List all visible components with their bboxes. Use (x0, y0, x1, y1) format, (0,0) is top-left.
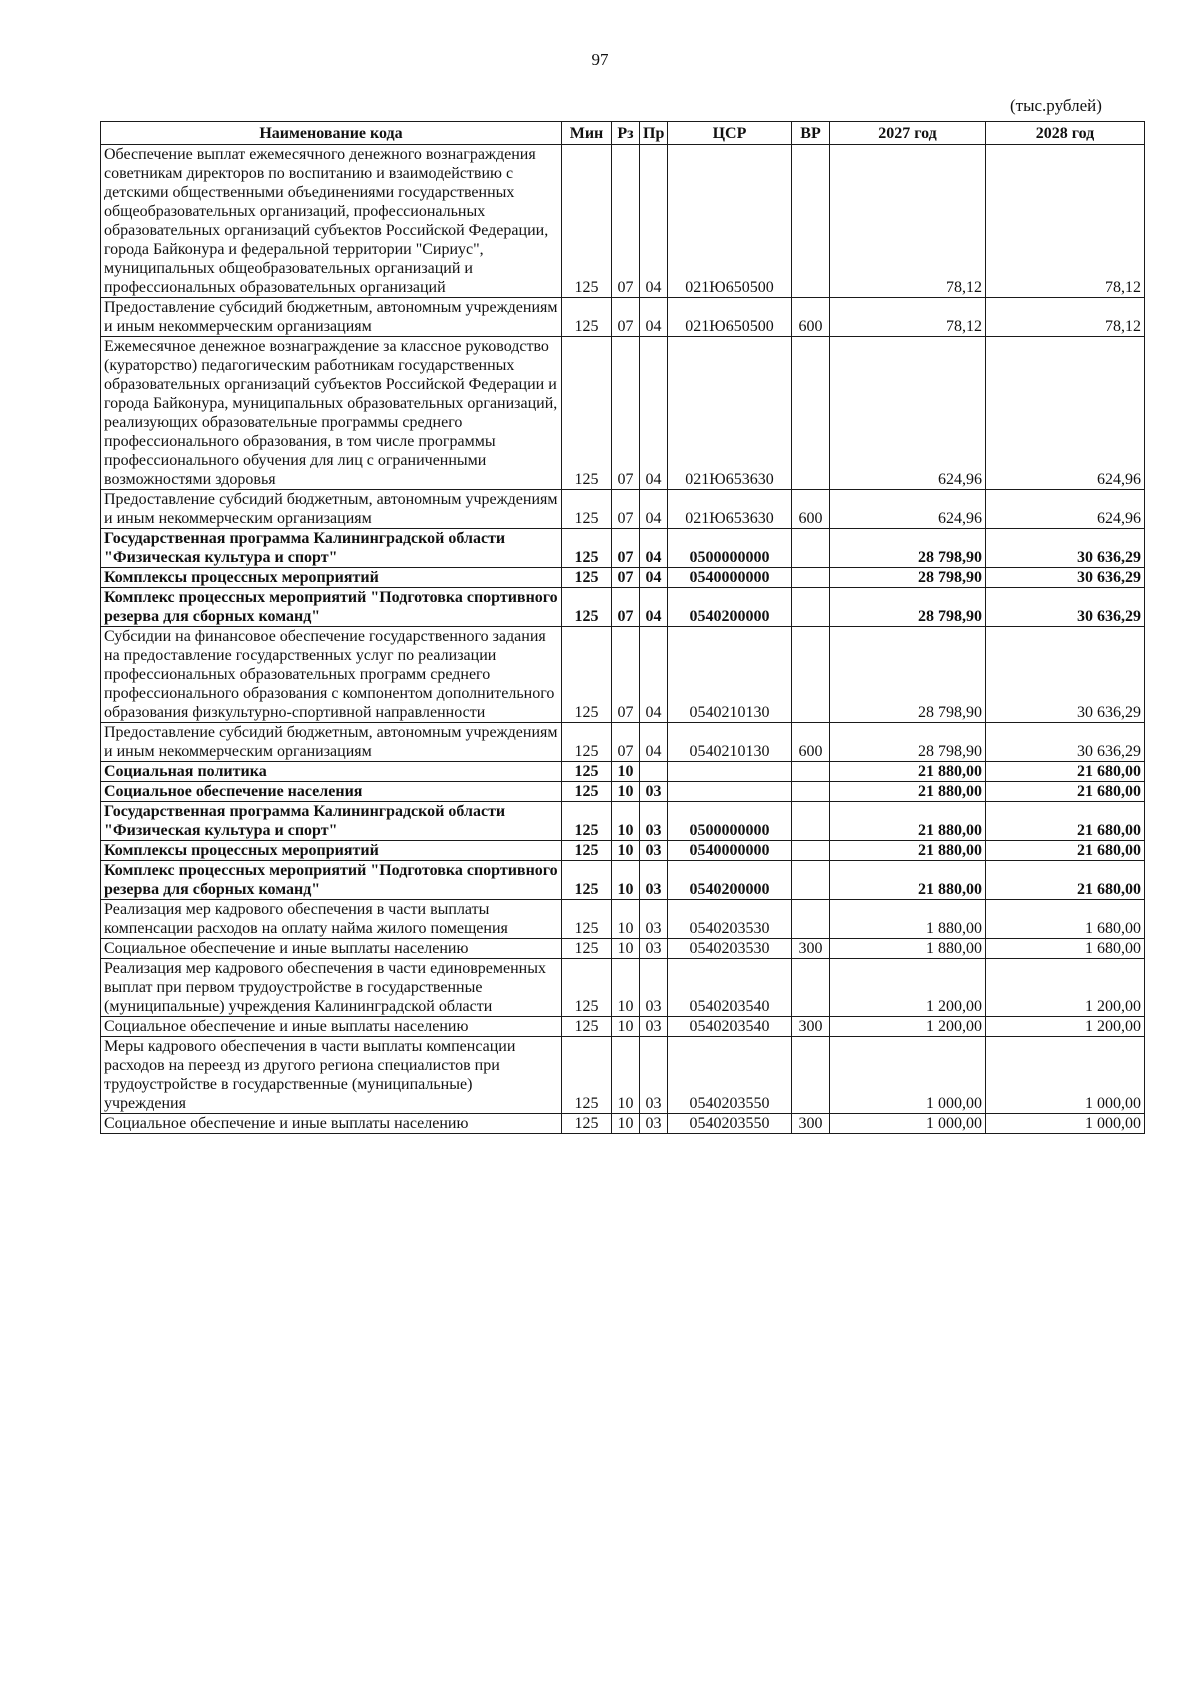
cell-vr (792, 337, 830, 490)
cell-name: Реализация мер кадрового обеспечения в части выплаты компенсации расходов на оплату найма жилого помещения (101, 900, 562, 939)
cell-pr: 03 (640, 1037, 668, 1114)
cell-rz: 07 (612, 145, 640, 298)
cell-name: Социальное обеспечение и иные выплаты населению (101, 1114, 562, 1134)
cell-csr: 0540000000 (668, 568, 792, 588)
cell-name: Социальное обеспечение и иные выплаты населению (101, 939, 562, 959)
cell-name: Предоставление субсидий бюджетным, автономным учреждениям и иным некоммерческим организациям (101, 723, 562, 762)
cell-csr: 0540203550 (668, 1037, 792, 1114)
cell-csr: 021Ю650500 (668, 298, 792, 337)
table-row (101, 568, 1145, 588)
cell-name: Социальное обеспечение и иные выплаты населению (101, 1017, 562, 1037)
cell-name: Субсидии на финансовое обеспечение государственного задания на предоставление государственных услуг по реализации профессиональных образовательных программ среднего профессионального образования с компонентом дополнительного образования физкультурно-спортивной направленности (101, 627, 562, 723)
cell-name: Ежемесячное денежное вознаграждение за классное руководство (кураторство) педагогическим работникам государственных образовательных организаций субъектов Российской Федерации и города Байконура, муниципальных образовательных организаций, реализующих образовательные программы среднего профессионального образования, в том числе программы профессионального обучения для лиц с ограниченными возможностями здоровья (101, 337, 562, 490)
cell-2027: 78,12 (830, 298, 986, 337)
header-vr: ВР (792, 122, 830, 145)
cell-rz: 10 (612, 939, 640, 959)
cell-csr: 0540210130 (668, 723, 792, 762)
header-rz: Рз (612, 122, 640, 145)
header-pr: Пр (640, 122, 668, 145)
cell-min: 125 (562, 762, 612, 782)
cell-rz: 07 (612, 337, 640, 490)
cell-2027: 28 798,90 (830, 723, 986, 762)
cell-csr: 0540210130 (668, 627, 792, 723)
cell-min: 125 (562, 900, 612, 939)
cell-2028: 1 000,00 (986, 1114, 1145, 1134)
cell-rz: 07 (612, 298, 640, 337)
budget-table (100, 121, 1145, 1134)
cell-2027: 21 880,00 (830, 782, 986, 802)
cell-min: 125 (562, 1017, 612, 1037)
cell-2027: 78,12 (830, 145, 986, 298)
cell-vr (792, 627, 830, 723)
cell-vr (792, 1037, 830, 1114)
header-name: Наименование кода (101, 122, 562, 145)
cell-vr (792, 959, 830, 1017)
cell-2027: 1 000,00 (830, 1114, 986, 1134)
units-label: (тыс.рублей) (1010, 96, 1102, 115)
cell-pr: 03 (640, 782, 668, 802)
cell-min: 125 (562, 529, 612, 568)
table-row (101, 723, 1145, 762)
cell-2027: 28 798,90 (830, 529, 986, 568)
cell-2027: 1 200,00 (830, 959, 986, 1017)
cell-min: 125 (562, 490, 612, 529)
cell-vr: 600 (792, 298, 830, 337)
cell-csr: 021Ю653630 (668, 490, 792, 529)
cell-2027: 21 880,00 (830, 841, 986, 861)
cell-csr: 0500000000 (668, 802, 792, 841)
cell-pr: 04 (640, 588, 668, 627)
page-number: 97 (591, 50, 609, 69)
table-row (101, 939, 1145, 959)
cell-min: 125 (562, 1037, 612, 1114)
cell-pr: 04 (640, 337, 668, 490)
cell-vr: 300 (792, 1114, 830, 1134)
cell-rz: 07 (612, 588, 640, 627)
cell-pr: 04 (640, 298, 668, 337)
cell-pr: 04 (640, 627, 668, 723)
cell-min: 125 (562, 145, 612, 298)
cell-csr: 0540203530 (668, 900, 792, 939)
cell-pr: 03 (640, 939, 668, 959)
cell-rz: 10 (612, 802, 640, 841)
cell-name: Реализация мер кадрового обеспечения в части единовременных выплат при первом трудоустройстве в государственные (муниципальные) учреждения Калининградской области (101, 959, 562, 1017)
cell-2027: 1 000,00 (830, 1037, 986, 1114)
cell-vr (792, 588, 830, 627)
header-2028: 2028 год (986, 122, 1145, 145)
cell-vr (792, 529, 830, 568)
cell-pr: 03 (640, 802, 668, 841)
cell-name: Комплекс процессных мероприятий "Подготовка спортивного резерва для сборных команд" (101, 588, 562, 627)
header-min: Мин (562, 122, 612, 145)
table-row (101, 1037, 1145, 1114)
cell-rz: 10 (612, 959, 640, 1017)
cell-2027: 21 880,00 (830, 762, 986, 782)
cell-name: Предоставление субсидий бюджетным, автономным учреждениям и иным некоммерческим организациям (101, 298, 562, 337)
cell-2028: 1 200,00 (986, 959, 1145, 1017)
cell-2028: 30 636,29 (986, 568, 1145, 588)
cell-vr (792, 802, 830, 841)
header-2027: 2027 год (830, 122, 986, 145)
cell-2027: 28 798,90 (830, 568, 986, 588)
cell-csr: 0540203530 (668, 939, 792, 959)
cell-vr (792, 841, 830, 861)
cell-pr: 03 (640, 1017, 668, 1037)
cell-rz: 10 (612, 1114, 640, 1134)
cell-csr: 0540203540 (668, 959, 792, 1017)
cell-2028: 21 680,00 (986, 841, 1145, 861)
cell-pr: 04 (640, 529, 668, 568)
cell-name: Предоставление субсидий бюджетным, автономным учреждениям и иным некоммерческим организациям (101, 490, 562, 529)
cell-vr (792, 568, 830, 588)
cell-vr: 300 (792, 939, 830, 959)
cell-min: 125 (562, 588, 612, 627)
cell-min: 125 (562, 939, 612, 959)
cell-2027: 28 798,90 (830, 627, 986, 723)
table-body (101, 145, 1145, 1134)
table-row (101, 841, 1145, 861)
cell-pr: 03 (640, 861, 668, 900)
cell-vr (792, 762, 830, 782)
cell-2028: 30 636,29 (986, 723, 1145, 762)
cell-vr: 300 (792, 1017, 830, 1037)
cell-csr: 0540200000 (668, 861, 792, 900)
cell-pr: 04 (640, 568, 668, 588)
table-row (101, 782, 1145, 802)
cell-rz: 07 (612, 490, 640, 529)
cell-2027: 1 880,00 (830, 939, 986, 959)
cell-name: Меры кадрового обеспечения в части выплаты компенсации расходов на переезд из другого региона специалистов при трудоустройстве в государственные (муниципальные) учреждения (101, 1037, 562, 1114)
cell-rz: 07 (612, 568, 640, 588)
cell-2028: 624,96 (986, 490, 1145, 529)
table-row (101, 1017, 1145, 1037)
cell-min: 125 (562, 782, 612, 802)
cell-pr: 03 (640, 900, 668, 939)
table-header-row (101, 122, 1145, 145)
cell-min: 125 (562, 627, 612, 723)
cell-2027: 21 880,00 (830, 861, 986, 900)
table-row (101, 298, 1145, 337)
cell-rz: 10 (612, 900, 640, 939)
cell-vr (792, 900, 830, 939)
cell-vr (792, 782, 830, 802)
cell-vr: 600 (792, 723, 830, 762)
cell-2028: 1 680,00 (986, 900, 1145, 939)
cell-min: 125 (562, 568, 612, 588)
cell-2027: 1 200,00 (830, 1017, 986, 1037)
cell-2027: 28 798,90 (830, 588, 986, 627)
cell-pr: 04 (640, 145, 668, 298)
cell-csr: 0540000000 (668, 841, 792, 861)
table-row (101, 529, 1145, 568)
table-row (101, 762, 1145, 782)
cell-rz: 07 (612, 723, 640, 762)
cell-rz: 10 (612, 782, 640, 802)
cell-rz: 07 (612, 529, 640, 568)
table-row (101, 802, 1145, 841)
cell-pr: 03 (640, 959, 668, 1017)
cell-2027: 1 880,00 (830, 900, 986, 939)
table-row (101, 337, 1145, 490)
cell-min: 125 (562, 861, 612, 900)
cell-csr (668, 762, 792, 782)
cell-2027: 21 880,00 (830, 802, 986, 841)
cell-2027: 624,96 (830, 337, 986, 490)
cell-rz: 07 (612, 627, 640, 723)
table-row (101, 627, 1145, 723)
cell-2028: 21 680,00 (986, 802, 1145, 841)
cell-csr: 021Ю650500 (668, 145, 792, 298)
cell-vr: 600 (792, 490, 830, 529)
cell-min: 125 (562, 337, 612, 490)
cell-name: Обеспечение выплат ежемесячного денежного вознаграждения советникам директоров по воспитанию и взаимодействию с детскими общественными объединениями государственных общеобразовательных организаций, профессиональных образовательных организаций субъектов Российской Федерации, города Байконура и федеральной территории "Сириус", муниципальных общеобразовательных организаций и профессиональных образовательных организаций (101, 145, 562, 298)
cell-name: Социальная политика (101, 762, 562, 782)
cell-rz: 10 (612, 841, 640, 861)
cell-name: Государственная программа Калининградской области "Физическая культура и спорт" (101, 802, 562, 841)
cell-pr (640, 762, 668, 782)
cell-rz: 10 (612, 861, 640, 900)
cell-min: 125 (562, 1114, 612, 1134)
cell-rz: 10 (612, 762, 640, 782)
cell-csr: 0540200000 (668, 588, 792, 627)
cell-2028: 78,12 (986, 145, 1145, 298)
table-row (101, 490, 1145, 529)
cell-csr (668, 782, 792, 802)
cell-2028: 30 636,29 (986, 588, 1145, 627)
table-row (101, 1114, 1145, 1134)
table-row (101, 959, 1145, 1017)
cell-2028: 1 680,00 (986, 939, 1145, 959)
cell-csr: 0540203540 (668, 1017, 792, 1037)
cell-2028: 1 000,00 (986, 1037, 1145, 1114)
cell-2028: 78,12 (986, 298, 1145, 337)
header-csr: ЦСР (668, 122, 792, 145)
cell-vr (792, 861, 830, 900)
table-row (101, 145, 1145, 298)
cell-pr: 04 (640, 723, 668, 762)
cell-pr: 03 (640, 1114, 668, 1134)
cell-min: 125 (562, 723, 612, 762)
cell-vr (792, 145, 830, 298)
cell-2028: 21 680,00 (986, 762, 1145, 782)
table-row (101, 588, 1145, 627)
cell-pr: 04 (640, 490, 668, 529)
cell-pr: 03 (640, 841, 668, 861)
table-row (101, 861, 1145, 900)
cell-2028: 30 636,29 (986, 529, 1145, 568)
cell-min: 125 (562, 959, 612, 1017)
cell-rz: 10 (612, 1017, 640, 1037)
cell-2028: 21 680,00 (986, 861, 1145, 900)
cell-2028: 21 680,00 (986, 782, 1145, 802)
cell-min: 125 (562, 802, 612, 841)
cell-csr: 021Ю653630 (668, 337, 792, 490)
cell-name: Социальное обеспечение населения (101, 782, 562, 802)
cell-2028: 624,96 (986, 337, 1145, 490)
cell-name: Комплекс процессных мероприятий "Подготовка спортивного резерва для сборных команд" (101, 861, 562, 900)
cell-2028: 30 636,29 (986, 627, 1145, 723)
cell-csr: 0540203550 (668, 1114, 792, 1134)
cell-name: Государственная программа Калининградской области "Физическая культура и спорт" (101, 529, 562, 568)
cell-2027: 624,96 (830, 490, 986, 529)
cell-rz: 10 (612, 1037, 640, 1114)
cell-name: Комплексы процессных мероприятий (101, 841, 562, 861)
table-row (101, 900, 1145, 939)
cell-name: Комплексы процессных мероприятий (101, 568, 562, 588)
cell-csr: 0500000000 (668, 529, 792, 568)
cell-min: 125 (562, 841, 612, 861)
cell-2028: 1 200,00 (986, 1017, 1145, 1037)
cell-min: 125 (562, 298, 612, 337)
